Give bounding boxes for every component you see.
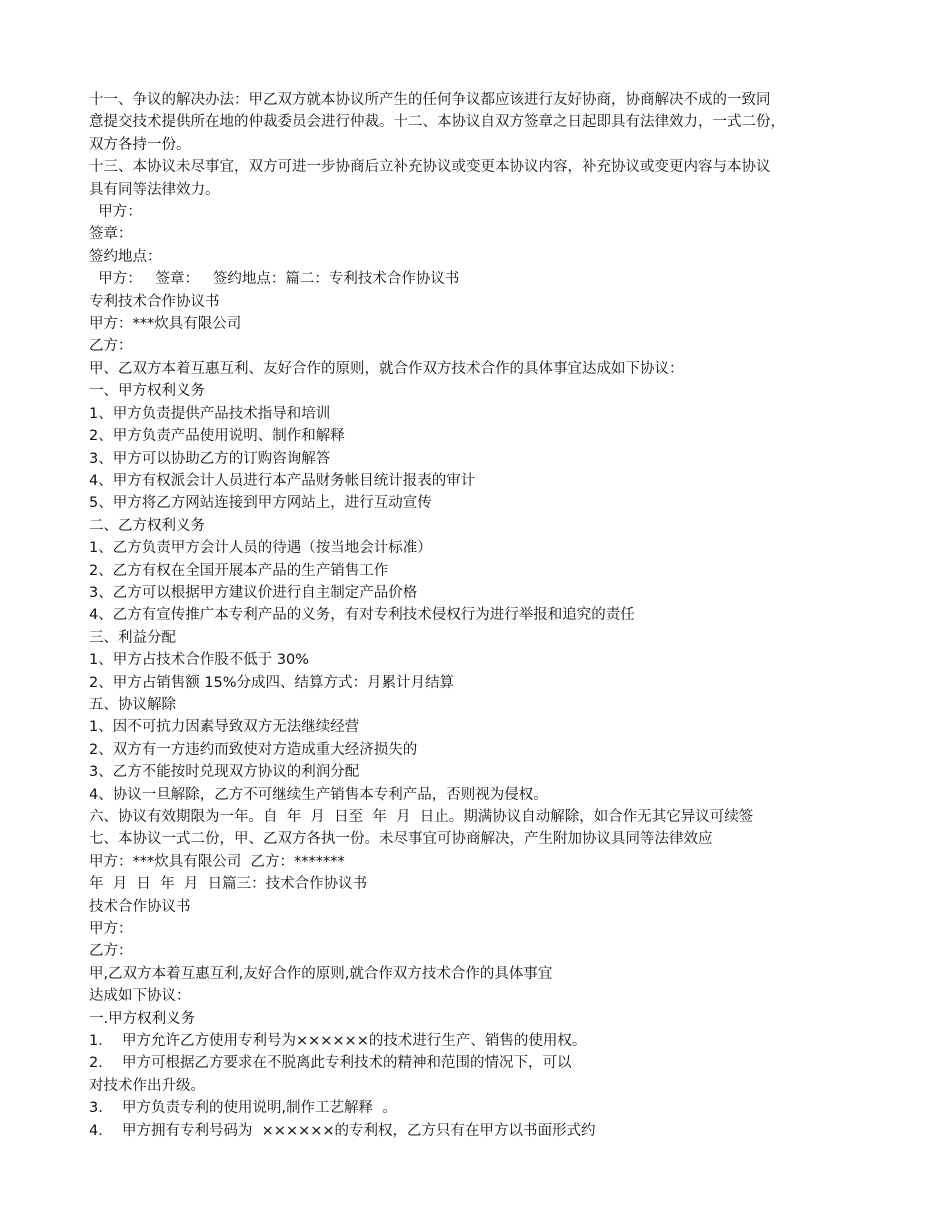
text-line: 2、乙方有权在全国开展本产品的生产销售工作 (89, 562, 389, 579)
text-line: 签章： (89, 226, 133, 243)
text-line: 对技术作出升级。 (89, 1077, 205, 1094)
text-line: 达成如下协议： (89, 988, 191, 1005)
text-line: 甲方： (89, 204, 142, 221)
text-line: 十一、争议的解决办法：甲乙双方就本协议所产生的任何争议都应该进行友好协商，协商解决不成的一致同 (89, 92, 771, 108)
text-line: 三、利益分配 (89, 629, 176, 646)
text-line: 五、协议解除 (89, 696, 176, 713)
text-line: 十三、本协议未尽事宜，双方可进一步协商后立补充协议或变更本协议内容，补充协议或变更内容与本协议 (89, 159, 771, 176)
text-line: 1、甲方占技术合作股不低于 30% (89, 652, 310, 669)
text-line: 一、甲方权利义务 (89, 383, 205, 400)
text-line: 1、因不可抗力因素导致双方无法继续经营 (89, 719, 360, 736)
text-line: 4． 甲方拥有专利号码为 ××××××的专利权，乙方只有在甲方以书面形式约 (89, 1122, 596, 1139)
text-line: 2、甲方占销售额 15%分成四、结算方式：月累计月结算 (89, 674, 455, 691)
text-line: 1、乙方负责甲方会计人员的待遇（按当地会计标准） (89, 540, 432, 557)
text-line: 甲,乙双方本着互惠互利,友好合作的原则,就合作双方技术合作的具体事宜 (89, 965, 553, 982)
text-line: 甲方： (89, 921, 133, 938)
text-line: 3、乙方可以根据甲方建议价进行自主制定产品价格 (89, 584, 418, 601)
text-line: 3、甲方可以协助乙方的订购咨询解答 (89, 450, 331, 467)
text-line: 甲方： 签章： 签约地点：篇二：专利技术合作协议书 (89, 271, 460, 288)
text-line: 2、双方有一方违约而致使对方造成重大经济损失的 (89, 741, 418, 758)
text-line: 乙方： (89, 943, 133, 960)
text-line: 1、甲方负责提供产品技术指导和培训 (89, 405, 331, 422)
text-line: 乙方： (89, 338, 133, 355)
text-line: 甲、乙双方本着互惠互利、友好合作的原则，就合作双方技术合作的具体事宜达成如下协议： (89, 360, 684, 377)
text-line: 二、乙方权利义务 (89, 517, 205, 534)
text-line: 六、协议有效期限为一年。自 年 月 日至 年 月 日止。期满协议自动解除，如合作无其它异议可续签 (89, 809, 754, 825)
text-line: 甲方：***炊具有限公司 乙方：******* (89, 853, 345, 870)
text-line: 2． 甲方可根据乙方要求在不脱离此专利技术的精神和范围的情况下，可以 (89, 1055, 572, 1072)
text-line: 2、甲方负责产品使用说明、制作和解释 (89, 428, 345, 445)
text-line: 技术合作协议书 (89, 898, 191, 915)
text-line: 年 月 日 年 月 日篇三：技术合作协议书 (89, 876, 368, 893)
text-line: 意提交技术提供所在地的仲裁委员会进行仲裁。十二、本协议自双方签章之日起即具有法律效力，一式二份， (89, 114, 785, 131)
document-body (89, 89, 864, 1142)
text-line: 双方各持一份。 (89, 136, 191, 153)
text-line: 专利技术合作协议书 (89, 293, 220, 310)
text-line: 签约地点： (89, 248, 162, 265)
text-line: 4、协议一旦解除，乙方不可继续生产销售本专利产品，否则视为侵权。 (89, 786, 548, 803)
text-line: 具有同等法律效力。 (89, 181, 220, 198)
text-line: 4、甲方有权派会计人员进行本产品财务帐目统计报表的审计 (89, 472, 476, 489)
text-line: 4、乙方有宣传推广本专利产品的义务，有对专利技术侵权行为进行举报和追究的责任 (89, 607, 635, 624)
text-line: 5、甲方将乙方网站连接到甲方网站上，进行互动宣传 (89, 495, 432, 512)
text-line: 七、本协议一式二份，甲、乙双方各执一份。未尽事宜可协商解决，产生附加协议具同等法律效应 (89, 831, 713, 848)
text-line: 一.甲方权利义务 (89, 1010, 196, 1027)
text-line: 甲方：***炊具有限公司 (89, 316, 242, 333)
text-line: 1． 甲方允许乙方使用专利号为××××××的技术进行生产、销售的使用权。 (89, 1033, 587, 1050)
text-line: 3、乙方不能按时兑现双方协议的利润分配 (89, 764, 360, 781)
text-line: 3． 甲方负责专利的使用说明,制作工艺解释 。 (89, 1100, 397, 1117)
